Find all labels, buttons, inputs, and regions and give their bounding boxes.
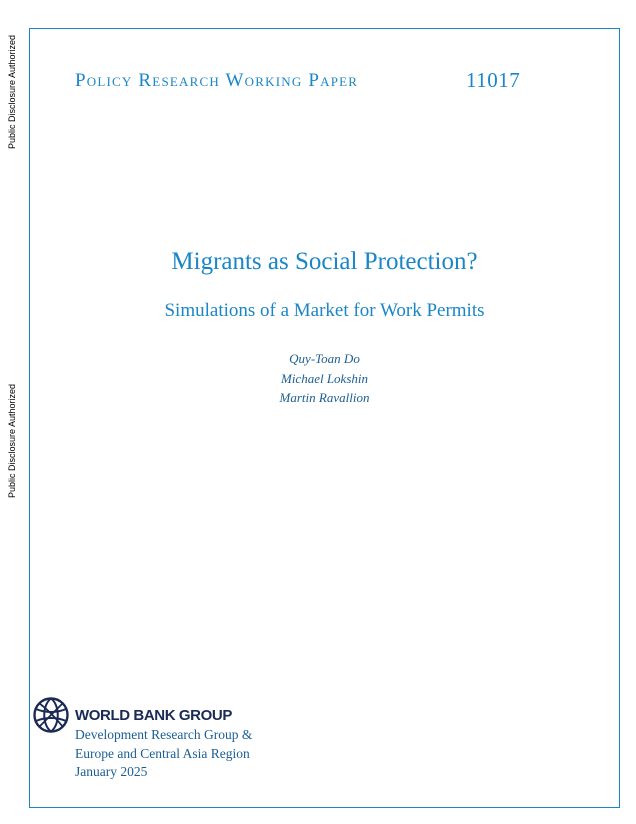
cover-frame: [29, 28, 620, 808]
disclosure-label-top-text: Public Disclosure Authorized: [7, 34, 17, 150]
publication-date: January 2025: [75, 764, 148, 779]
author-name: Martin Ravallion: [279, 390, 370, 405]
paper-title: Migrants as Social Protection?: [171, 248, 478, 275]
disclosure-label-middle-text: Public Disclosure Authorized: [7, 383, 17, 499]
org-line: Europe and Central Asia Region: [75, 745, 250, 761]
author-list: [29, 349, 620, 408]
author-name: Quy-Toan Do: [289, 351, 360, 366]
org-line: Development Research Group &: [75, 727, 253, 742]
paper-number: 11017: [466, 68, 521, 92]
series-title: Policy Research Working Paper: [75, 70, 359, 91]
author-name: Michael Lokshin: [280, 370, 368, 386]
publisher-info: [75, 726, 252, 782]
globe-icon: [33, 697, 69, 733]
world-bank-group-wordmark: WORLD BANK GROUP: [75, 707, 232, 724]
paper-subtitle: Simulations of a Market for Work Permits: [164, 300, 485, 321]
